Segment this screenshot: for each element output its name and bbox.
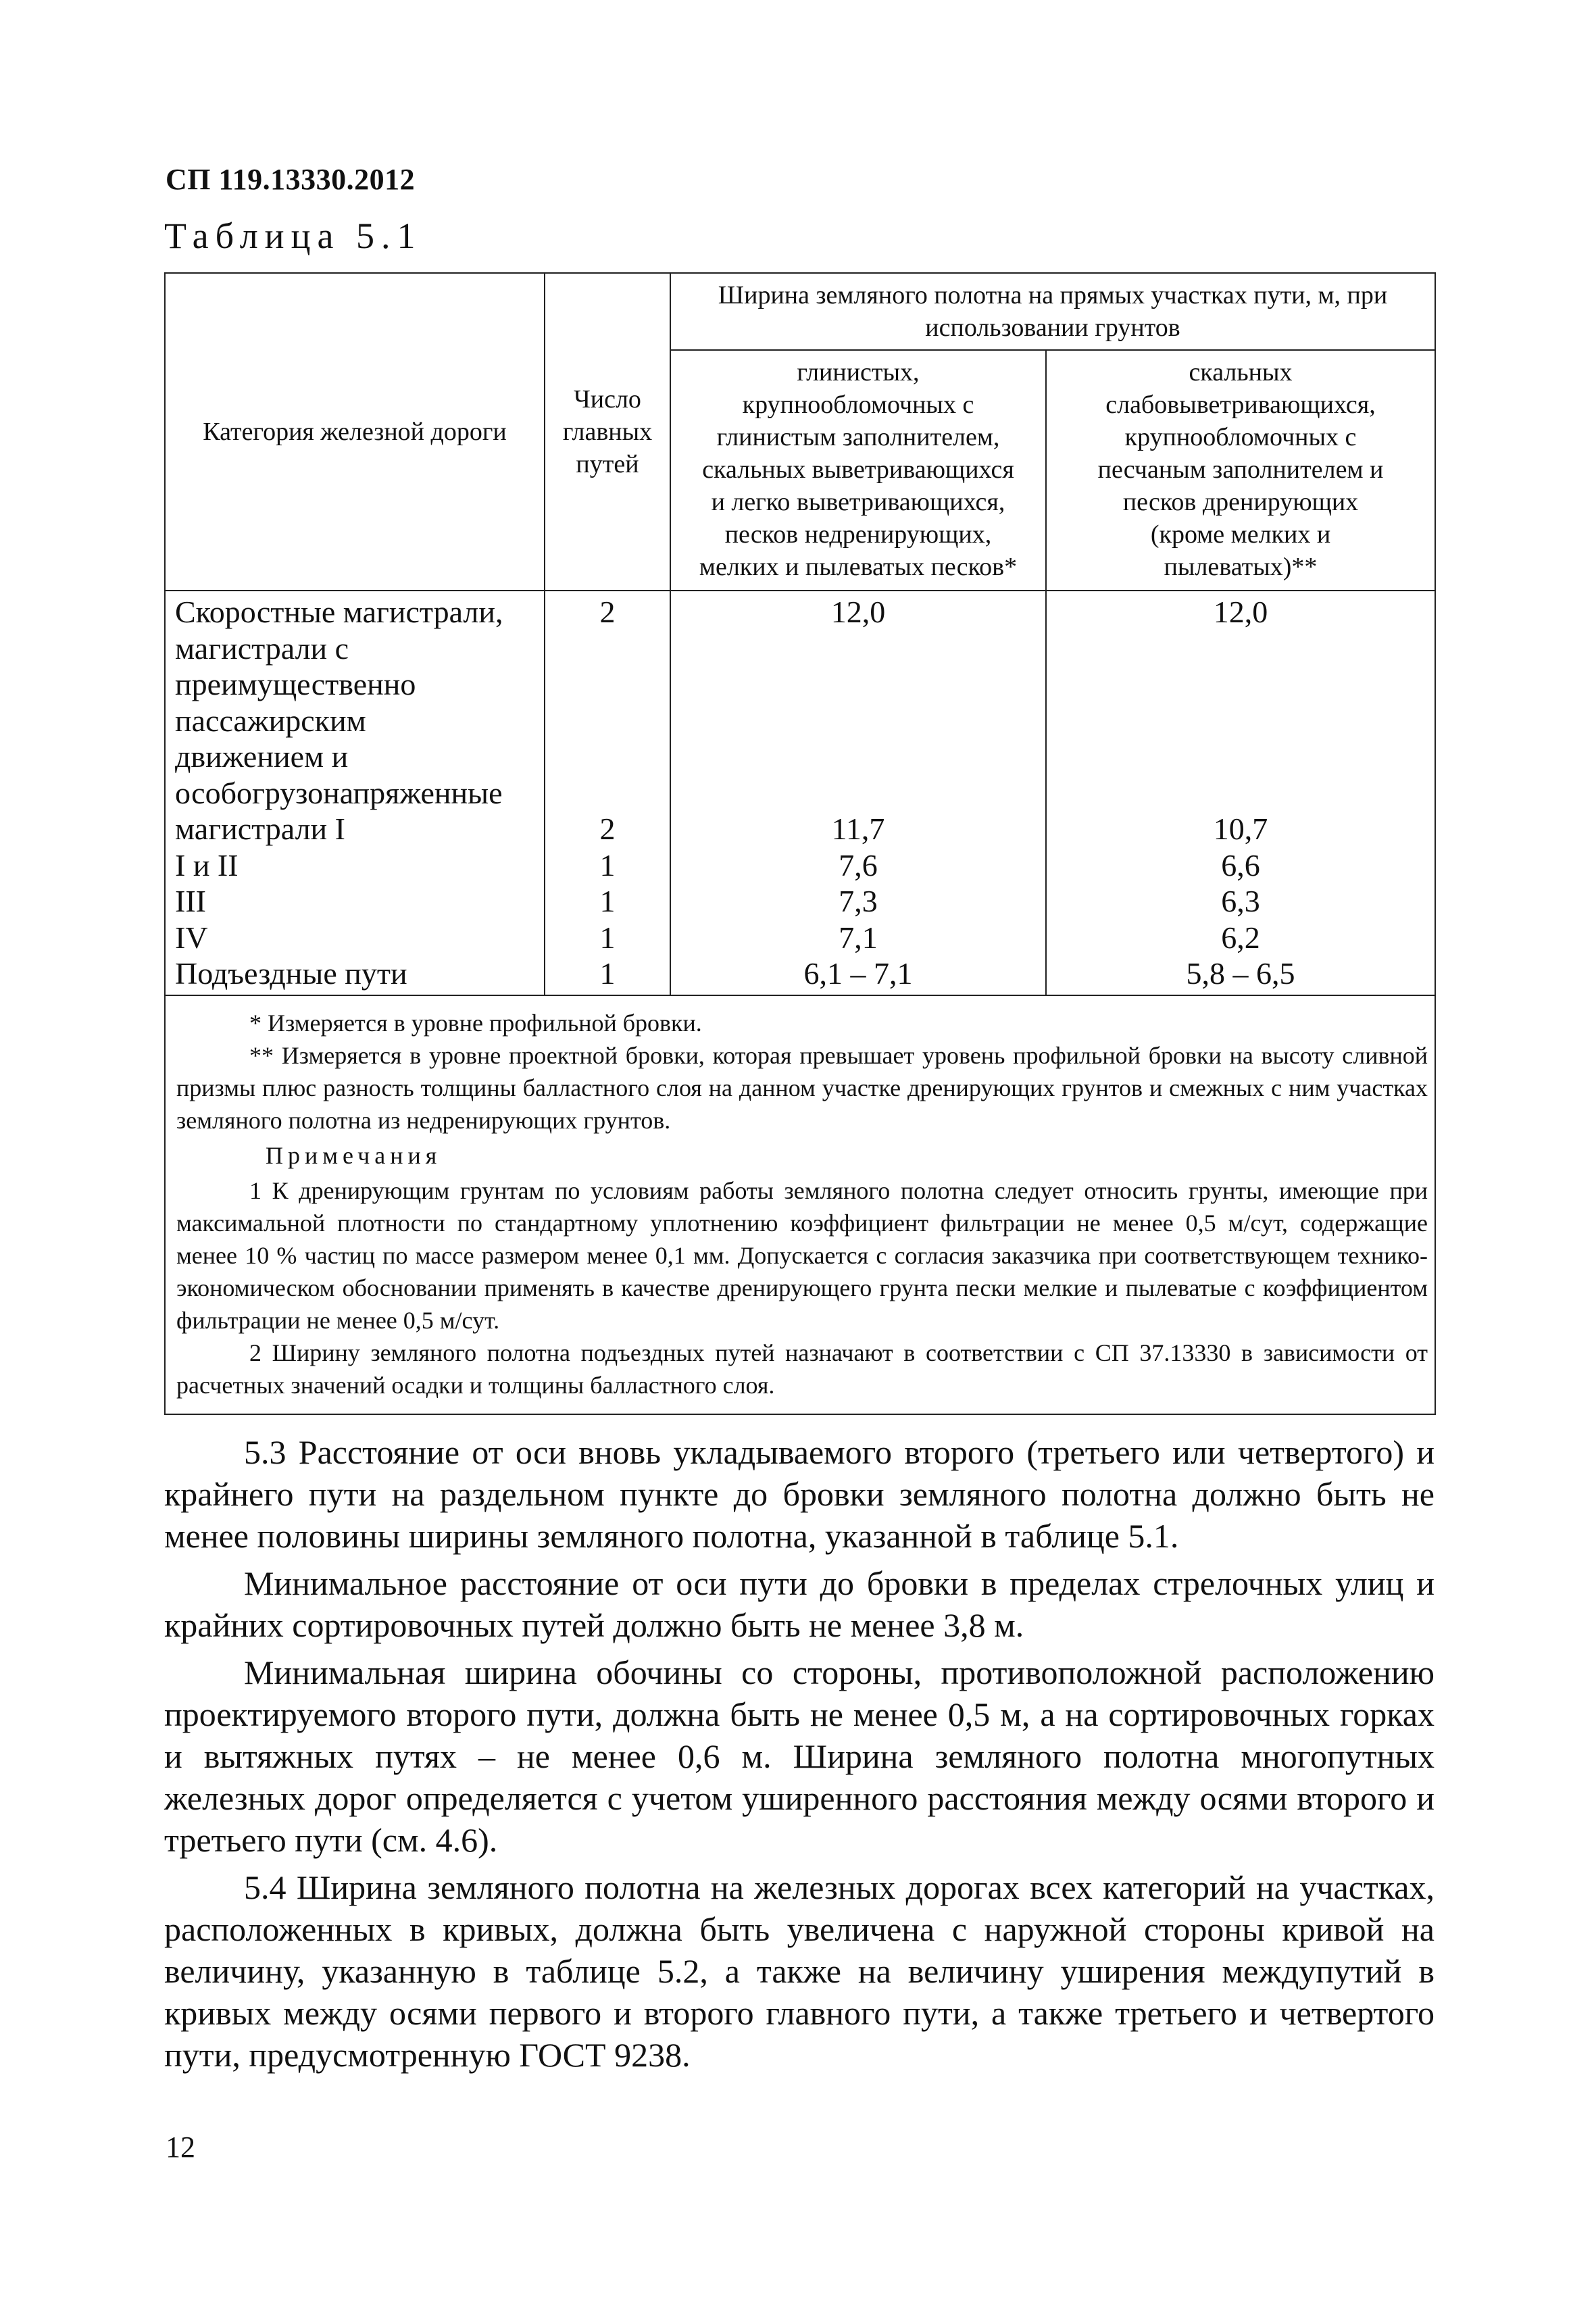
rock-width-value: 6,3 xyxy=(1221,884,1260,918)
tracks-value: 1 xyxy=(599,920,616,955)
document-code: СП 119.13330.2012 xyxy=(166,163,416,196)
category-line: IV xyxy=(175,920,208,955)
clay-width-value: 12,0 xyxy=(830,595,886,629)
tracks-column xyxy=(545,591,670,995)
tracks-value: 1 xyxy=(599,884,616,918)
tracks-value: 1 xyxy=(599,956,616,991)
header-rock-soils: скальных слабовыветривающихся, крупнообломочных с песчаным заполнителем и песков дренирующих (кроме мелких и пылеватых)** xyxy=(1046,350,1435,591)
paragraph-shoulder-width: Минимальная ширина обочины со стороны, противоположной расположению проектируемого второго пути, должна быть не менее 0,5 м, а на сортировочных горках и вытяжных путях – не менее 0,6 м. Ширина земляного полотна многопутных железных дорог определяется с учетом уширенного расстояния между осями второго и третьего пути (см. 4.6). xyxy=(164,1653,1435,1859)
rock-width-value: 12,0 xyxy=(1213,595,1268,629)
category-line: пассажирским xyxy=(175,703,366,738)
category-column xyxy=(165,591,545,995)
clay-width-value: 7,6 xyxy=(839,847,878,882)
category-line: движением и xyxy=(175,739,349,774)
body-text xyxy=(164,1431,1435,2081)
table-title: Таблица 5.1 xyxy=(164,216,422,256)
paragraph-5-3: 5.3 Расстояние от оси вновь укладываемого второго (третьего или четвертого) и крайнего пути на раздельном пункте до бровки земляного полотна должно быть не менее половины ширины земляного полотна, указанной в таблице 5.1. xyxy=(164,1433,1435,1555)
paragraph-5-4: 5.4 Ширина земляного полотна на железных дорогах всех категорий на участках, расположенных в кривых, должна быть увеличена с наружной стороны кривой на величину, указанную в таблице 5.2, а также на величину уширения междупутий в кривых между осями первого и второго главного пути, а также третьего и четвертого пути, предусмотренную ГОСТ 9238. xyxy=(164,1868,1435,2074)
category-line: особогрузонапряженные xyxy=(175,775,503,810)
category-line: магистрали I xyxy=(175,812,345,846)
page-number: 12 xyxy=(166,2131,195,2164)
header-clay-soils: глинистых, крупнообломочных с глинистым заполнителем, скальных выветривающихся и легко выветривающихся, песков недренирующих, мелких и пылеватых песков* xyxy=(670,350,1046,591)
clay-width-value: 6,1 – 7,1 xyxy=(803,956,913,991)
footnote-single-star: * Измеряется в уровне профильной бровки. xyxy=(249,1009,702,1037)
notes-heading: Примечания xyxy=(266,1141,442,1169)
category-line: преимущественно xyxy=(175,667,416,701)
category-line: Подъездные пути xyxy=(175,956,407,991)
rock-width-value: 6,2 xyxy=(1221,920,1260,955)
tracks-value: 2 xyxy=(599,595,616,629)
rock-width-value: 10,7 xyxy=(1213,812,1268,846)
clay-width-column xyxy=(670,591,1046,995)
rock-width-value: 6,6 xyxy=(1221,847,1260,882)
footnote-double-star: ** Измеряется в уровне проектной бровки, которая превышает уровень профильной бровки на высоту сливной призмы плюс разность толщины балластного слоя на данном участке дренирующих грунтов и смежных с ним участках земляного полотна из недренирующих грунтов. xyxy=(176,1041,1428,1134)
clay-width-value: 7,3 xyxy=(839,884,878,918)
rock-width-column xyxy=(1046,591,1435,995)
tracks-value: 2 xyxy=(599,812,616,846)
table-notes xyxy=(165,995,1435,1414)
note-2: 2 Ширину земляного полотна подъездных путей назначают в соответствии с СП 37.13330 в зависимости от расчетных значений осадки и толщины балластного слоя. xyxy=(176,1339,1428,1399)
rock-width-value: 5,8 – 6,5 xyxy=(1186,956,1295,991)
header-tracks: Число главных путей xyxy=(545,273,670,591)
tracks-value: 1 xyxy=(599,847,616,882)
header-width-group: Ширина земляного полотна на прямых участках пути, м, при использовании грунтов xyxy=(670,273,1435,350)
note-1: 1 К дренирующим грунтам по условиям работы земляного полотна следует относить грунты, имеющие при максимальной плотности по стандартному уплотнению коэффициент фильтрации не менее 0,5 м/сут, содержащие менее 10 % частиц по массе размером менее 0,1 мм. Допускается с согласия заказчика при соответствующем технико-экономическом обосновании применять в качестве дренирующего грунта пески мелкие и пылеватые с коэффициентом фильтрации не менее 0,5 м/сут. xyxy=(176,1176,1428,1334)
category-line: III xyxy=(175,884,206,918)
paragraph-min-distance: Минимальное расстояние от оси пути до бровки в пределах стрелочных улиц и крайних сортировочных путей должно быть не менее 3,8 м. xyxy=(164,1564,1435,1644)
category-line: магистрали с xyxy=(175,630,349,666)
clay-width-value: 11,7 xyxy=(831,812,885,846)
header-category: Категория железной дороги xyxy=(165,273,545,591)
category-line: Скоростные магистрали, xyxy=(175,595,503,629)
category-line: I и II xyxy=(175,847,239,882)
clay-width-value: 7,1 xyxy=(839,920,878,955)
data-table xyxy=(164,272,1436,1415)
